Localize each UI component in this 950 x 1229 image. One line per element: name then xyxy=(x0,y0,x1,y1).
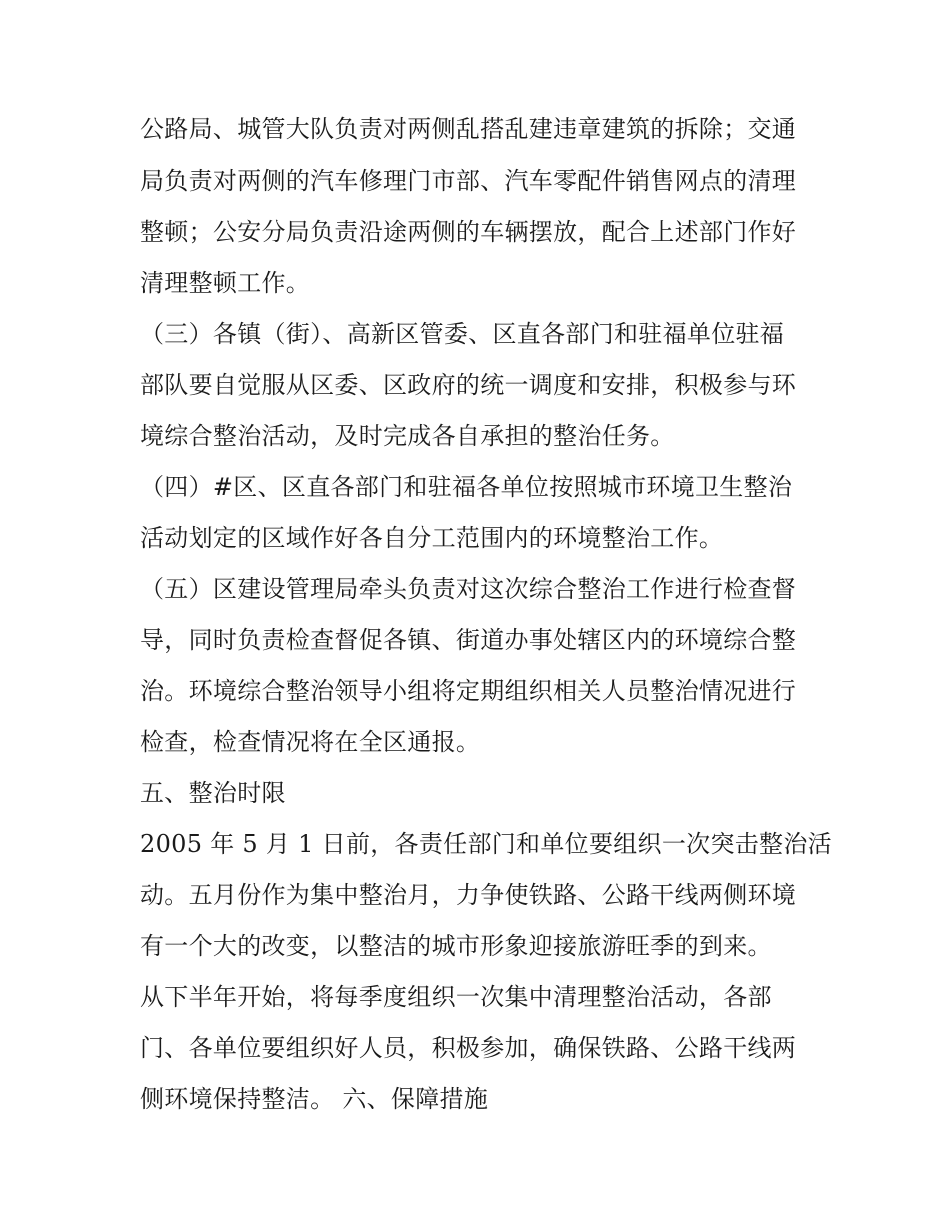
text-line: 有一个大的改变，以整洁的城市形象迎接旅游旺季的到来。 xyxy=(140,932,772,960)
text-line: 局负责对两侧的汽车修理门市部、汽车零配件销售网点的清理 xyxy=(140,167,797,195)
text-line: 公路局、城管大队负责对两侧乱搭乱建违章建筑的拆除；交通 xyxy=(140,115,797,143)
text-line: 侧环境保持整洁。 六、保障措施 xyxy=(140,1085,489,1113)
text-line: 从下半年开始，将每季度组织一次集中清理整治活动，各部 xyxy=(140,983,772,1011)
text-line: （五）区建设管理局牵头负责对这次综合整治工作进行检查督 xyxy=(140,575,797,603)
text-line: （三）各镇（街）、高新区管委、区直各部门和驻福单位驻福 xyxy=(140,320,785,348)
text-line: 动。五月份作为集中整治月，力争使铁路、公路干线两侧环境 xyxy=(140,881,797,909)
text-line: 门、各单位要组织好人员，积极参加，确保铁路、公路干线两 xyxy=(140,1034,797,1062)
text-line: 清理整顿工作。 xyxy=(140,269,311,297)
text-line: 治。环境综合整治领导小组将定期组织相关人员整治情况进行 xyxy=(140,677,797,705)
text-line: （四）#区、区直各部门和驻福各单位按照城市环境卫生整治 xyxy=(140,473,793,501)
text-line: 导，同时负责检查督促各镇、街道办事处辖区内的环境综合整 xyxy=(140,626,797,654)
text-line: 检查，检查情况将在全区通报。 xyxy=(140,728,481,756)
text-line: 2005 年 5 月 1 日前，各责任部门和单位要组织一次突击整治活 xyxy=(140,830,832,858)
text-line: 整顿；公安分局负责沿途两侧的车辆摆放，配合上述部门作好 xyxy=(140,218,797,246)
text-line: 部队要自觉服从区委、区政府的统一调度和安排，积极参与环 xyxy=(140,371,797,399)
section-heading: 五、整治时限 xyxy=(140,779,286,807)
text-line: 活动划定的区域作好各自分工范围内的环境整治工作。 xyxy=(140,524,724,552)
text-line: 境综合整治活动，及时完成各自承担的整治任务。 xyxy=(140,422,675,450)
